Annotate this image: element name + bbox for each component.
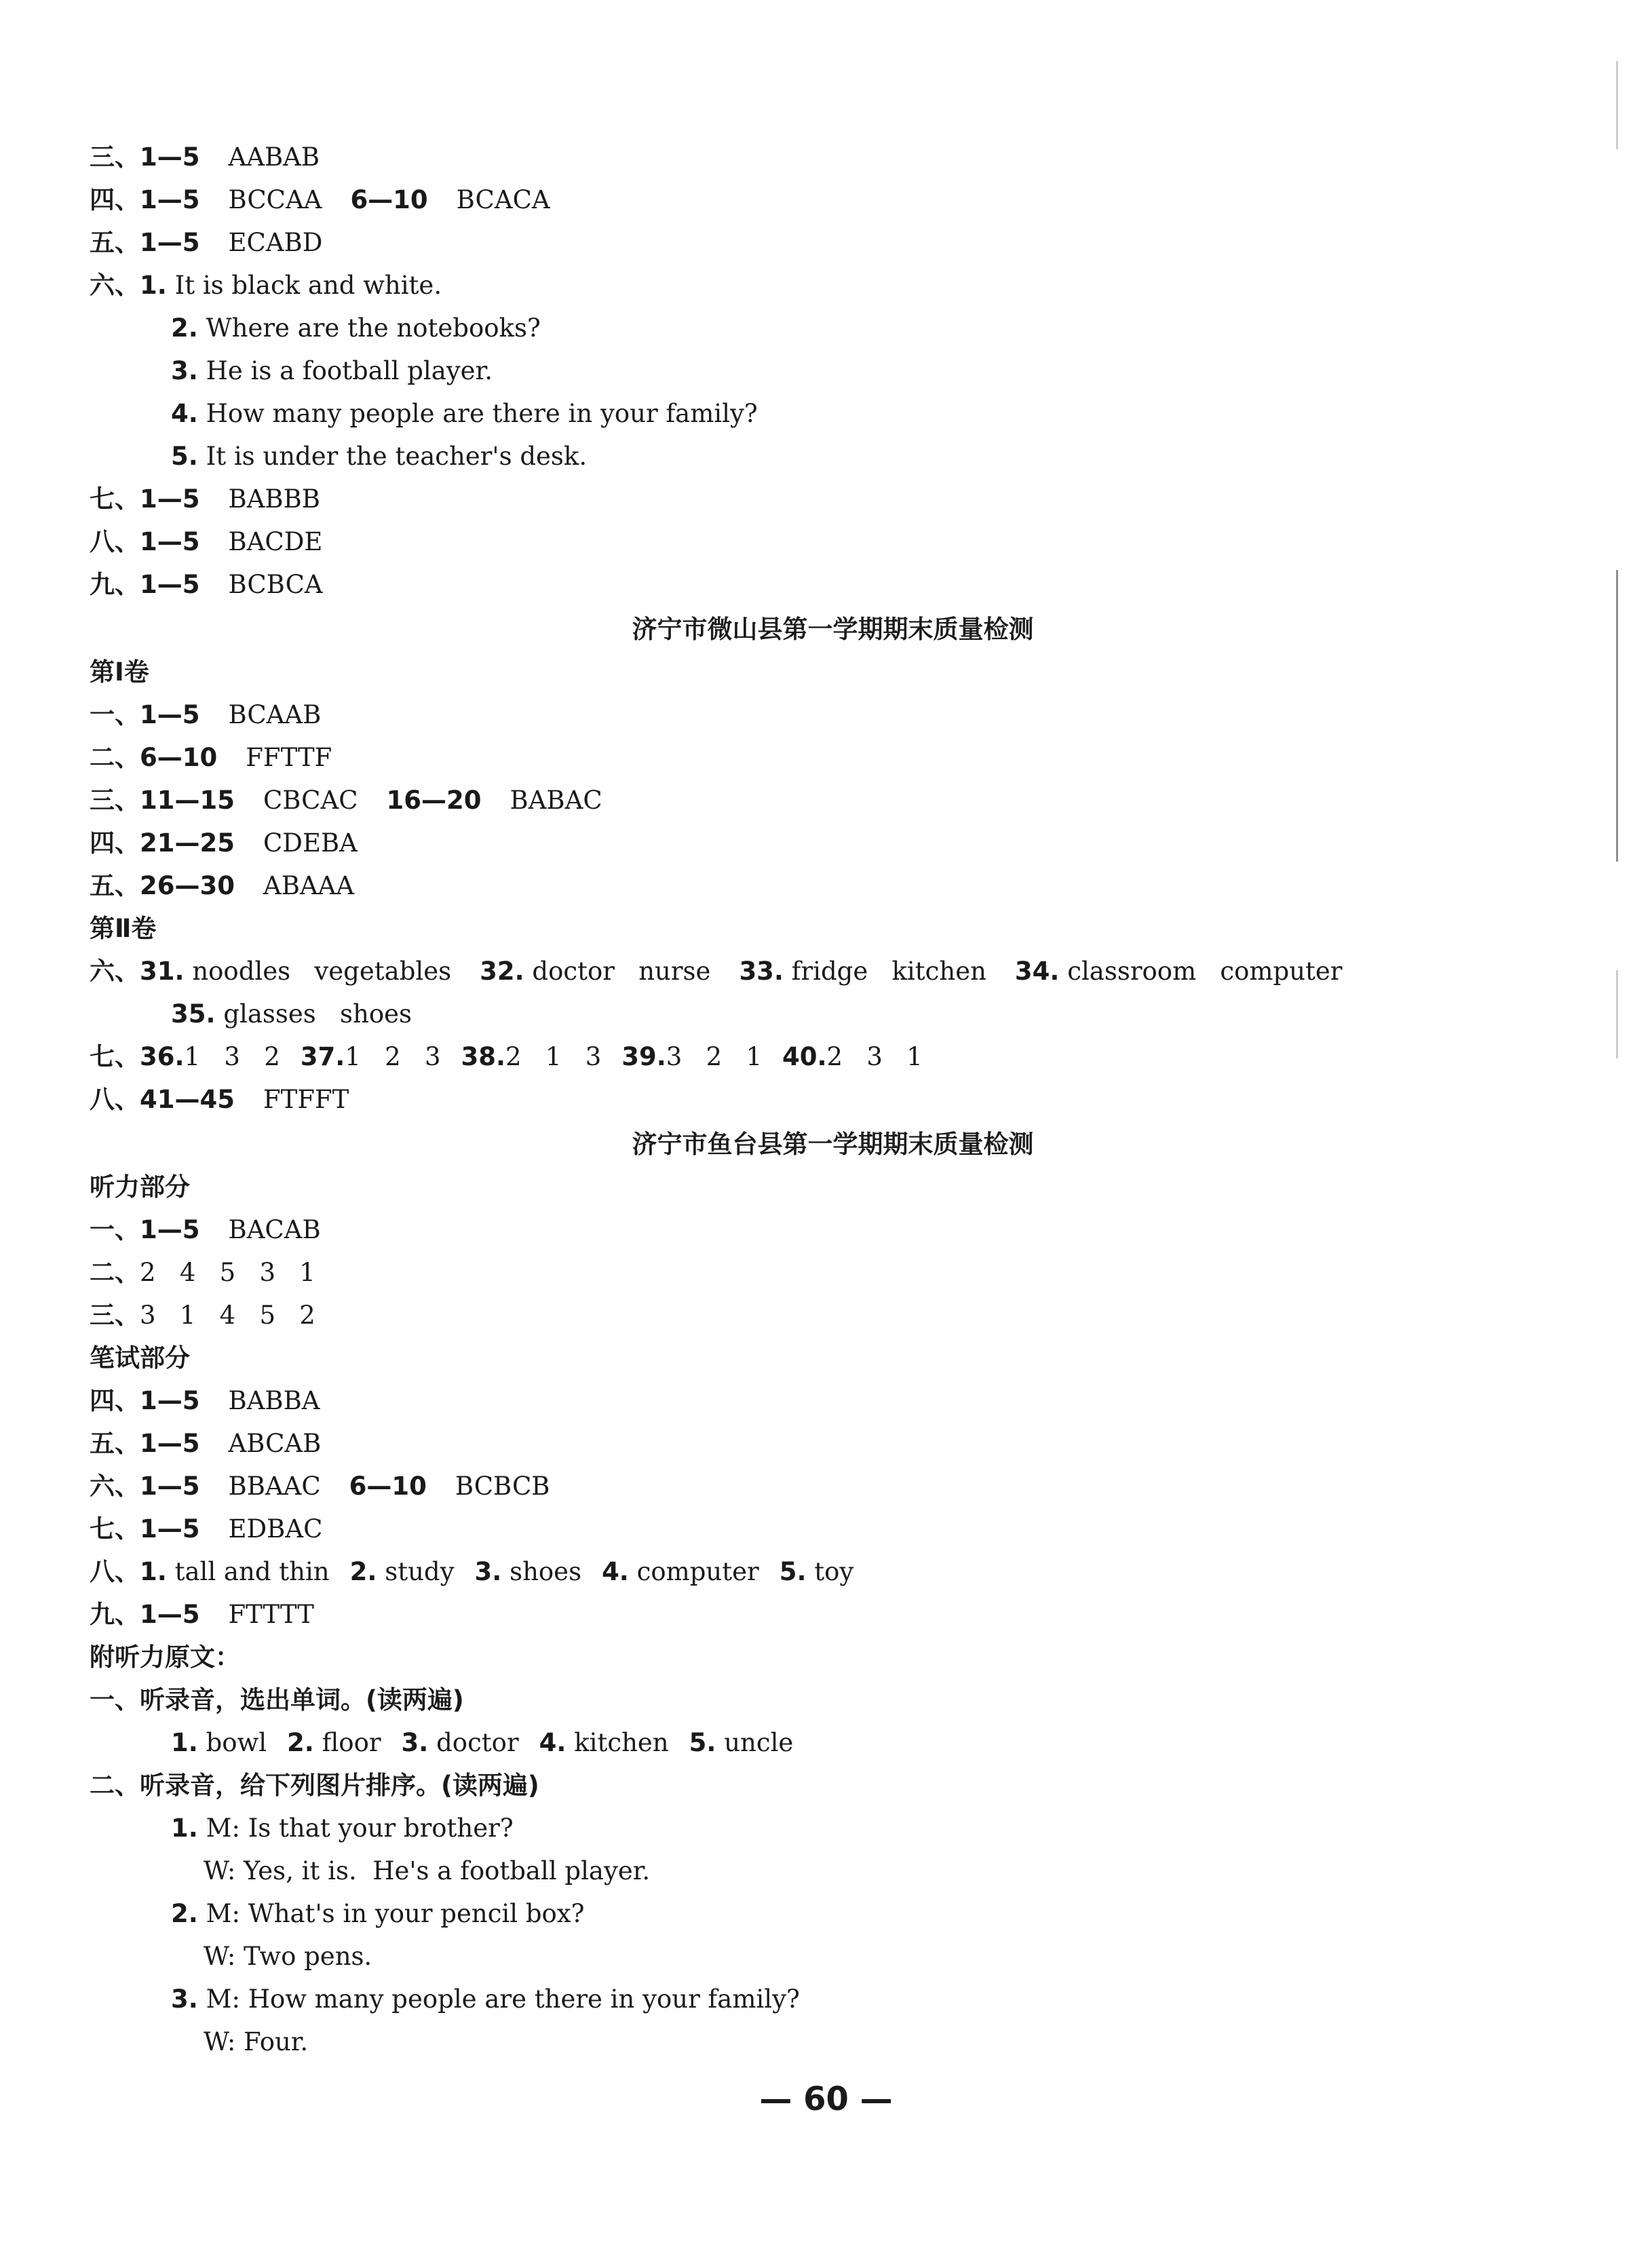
question-label: 二、 <box>90 1258 140 1287</box>
page-number-dash: — <box>759 2080 792 2118</box>
item-number: 1. <box>171 1814 198 1843</box>
answer-text: Where are the notebooks? <box>206 313 541 343</box>
item-number: 3. <box>401 1728 429 1757</box>
answer-text: It is under the teacher's desk. <box>206 442 588 471</box>
question-label: 三、11—15 <box>90 786 235 815</box>
answer-line <box>171 355 493 387</box>
answer-text: FTFFT <box>263 1085 349 1114</box>
dialogue-text: M: What's in your pencil box? <box>206 1899 585 1928</box>
answer-line <box>90 1470 550 1503</box>
answer-line <box>90 526 322 558</box>
answer-text: EDBAC <box>228 1514 323 1544</box>
dialogue-line <box>171 1812 514 1845</box>
scan-edge-mark <box>1616 61 1618 149</box>
answer-text: 1 3 2 <box>184 1042 280 1071</box>
answer-text: BACDE <box>228 527 323 556</box>
answer-text: 3 2 1 <box>666 1042 762 1071</box>
answer-line <box>90 1427 321 1460</box>
question-label: 七、1—5 <box>90 1514 200 1544</box>
answer-text: He is a football player. <box>206 356 493 385</box>
question-label: 九、1—5 <box>90 1600 200 1629</box>
answer-line <box>90 1084 349 1116</box>
question-label: 八、 <box>90 1557 140 1586</box>
item-number: 4. <box>602 1557 629 1586</box>
page-number-dash: — <box>860 2080 893 2118</box>
question-label: 6—10 <box>350 185 428 214</box>
dialogue-text: M: How many people are there in your family? <box>206 1985 800 2014</box>
answer-text: 2 4 5 3 1 <box>140 1258 315 1287</box>
answer-line <box>90 141 320 174</box>
answer-line <box>90 827 358 860</box>
scan-edge-mark <box>1616 570 1618 862</box>
item-number: 2. <box>171 313 198 343</box>
part-heading: 第Ⅱ卷 <box>90 914 157 943</box>
question-label: 六、1. <box>90 271 167 300</box>
answer-line <box>90 227 322 259</box>
question-label: 五、1—5 <box>90 228 200 257</box>
answer-line <box>90 569 323 601</box>
answer-text: 2 1 3 <box>505 1042 602 1071</box>
section-title: 济宁市鱼台县第一学期期末质量检测 <box>632 1130 1034 1159</box>
answer-text: FFTTF <box>246 743 332 772</box>
question-label: 四、1—5 <box>90 185 200 214</box>
item-number: 3. <box>474 1557 502 1586</box>
question-label: 五、26—30 <box>90 871 235 900</box>
answer-text: BBAAC <box>228 1472 321 1501</box>
answer-text: CBCAC <box>263 786 358 815</box>
answer-text: BACAB <box>228 1215 321 1244</box>
answer-line <box>90 784 602 817</box>
answer-text: fridge kitchen <box>791 957 986 986</box>
part-heading: 笔试部分 <box>90 1343 190 1373</box>
question-label: 四、1—5 <box>90 1386 200 1415</box>
question-label: 九、1—5 <box>90 570 200 599</box>
dialogue-line <box>204 2026 308 2058</box>
answer-text: FTTTT <box>228 1600 314 1629</box>
dialogue-text: W: Yes, it is. He's a football player. <box>204 1856 651 1885</box>
listening-question-title: 一、听录音，选出单词。(读两遍) <box>90 1685 464 1714</box>
question-label: 六、1—5 <box>90 1472 200 1501</box>
answer-text: uncle <box>724 1728 794 1757</box>
script-heading: 附听力原文： <box>90 1643 240 1672</box>
answer-line <box>90 483 320 516</box>
dialogue-line <box>204 1855 650 1887</box>
item-number: 2. <box>287 1728 314 1757</box>
answer-text: BABBB <box>228 484 320 514</box>
question-label: 6—10 <box>349 1472 427 1501</box>
item-number: 4. <box>171 399 198 428</box>
answer-line <box>171 398 758 430</box>
question-label: 七、 <box>90 1042 140 1071</box>
answer-line <box>90 870 354 902</box>
answer-text: study <box>385 1557 455 1586</box>
answer-line <box>171 1727 793 1759</box>
answer-text: floor <box>322 1728 381 1757</box>
answer-line <box>90 184 550 216</box>
item-number: 35. <box>171 999 216 1029</box>
answer-text: 3 1 4 5 2 <box>140 1301 315 1330</box>
answer-text: doctor nurse <box>532 957 711 986</box>
answer-text: bowl <box>206 1728 267 1757</box>
question-label: 七、1—5 <box>90 484 200 514</box>
answer-text: CDEBA <box>263 828 358 858</box>
question-label: 五、1—5 <box>90 1429 200 1458</box>
answer-line <box>90 1299 315 1332</box>
item-number: 39. <box>621 1042 666 1071</box>
answer-text: toy <box>814 1557 854 1586</box>
answer-text: ECABD <box>228 228 323 257</box>
item-number: 31. <box>140 957 185 986</box>
answer-text: ABCAB <box>228 1429 322 1458</box>
answer-line <box>90 742 332 774</box>
answer-text: BABAC <box>510 786 602 815</box>
answer-line <box>90 1598 314 1631</box>
question-label: 三、 <box>90 1301 140 1330</box>
answer-line <box>171 998 412 1031</box>
question-label: 三、1—5 <box>90 142 200 172</box>
page-number-value: 60 <box>803 2080 849 2118</box>
item-number: 40. <box>782 1042 827 1071</box>
answer-text: It is black and white. <box>174 271 442 300</box>
dialogue-line <box>171 1898 585 1930</box>
item-number: 1. <box>140 1557 167 1586</box>
answer-text: How many people are there in your family? <box>206 399 758 428</box>
answer-text: tall and thin <box>174 1557 330 1586</box>
answer-text: shoes <box>510 1557 582 1586</box>
part-heading: 第Ⅰ卷 <box>90 657 149 687</box>
question-label: 一、1—5 <box>90 1215 200 1244</box>
question-label: 八、1—5 <box>90 527 200 556</box>
answer-text: computer <box>636 1557 759 1586</box>
item-number: 5. <box>779 1557 807 1586</box>
answer-line <box>90 1385 320 1417</box>
listening-question-title: 二、听录音，给下列图片排序。(读两遍) <box>90 1771 539 1800</box>
answer-line <box>90 1556 853 1588</box>
answer-text: BABBA <box>228 1386 320 1415</box>
answer-text: AABAB <box>228 142 320 172</box>
answer-line <box>90 1513 322 1546</box>
answer-text: BCBCA <box>228 570 323 599</box>
item-number: 2. <box>171 1899 198 1928</box>
answer-line <box>171 312 541 345</box>
item-number: 36. <box>140 1042 185 1071</box>
answer-text: ABAAA <box>263 871 355 900</box>
dialogue-line <box>204 1940 372 1973</box>
answer-text: BCCAA <box>228 185 322 214</box>
item-number: 37. <box>300 1042 345 1071</box>
answer-line <box>171 440 587 473</box>
dialogue-text: W: Four. <box>204 2027 309 2056</box>
answer-line <box>90 1214 321 1246</box>
answer-text: BCBCB <box>455 1472 550 1501</box>
answer-text: glasses shoes <box>223 999 412 1029</box>
item-number: 1. <box>171 1728 198 1757</box>
question-label: 六、 <box>90 957 140 986</box>
question-label: 一、1—5 <box>90 700 200 729</box>
item-number: 32. <box>480 957 524 986</box>
answer-text: BCAAB <box>228 700 322 729</box>
page-number <box>0 2080 1652 2118</box>
item-number: 38. <box>461 1042 506 1071</box>
part-heading: 听力部分 <box>90 1172 190 1202</box>
item-number: 3. <box>171 356 198 385</box>
item-number: 5. <box>171 442 198 471</box>
item-number: 5. <box>689 1728 716 1757</box>
answer-text: noodles vegetables <box>192 957 452 986</box>
answer-line <box>90 269 442 302</box>
answer-text: doctor <box>436 1728 519 1757</box>
answer-text: 2 3 1 <box>826 1042 923 1071</box>
answer-line <box>90 699 321 731</box>
item-number: 4. <box>539 1728 566 1757</box>
answer-text: classroom computer <box>1067 957 1343 986</box>
dialogue-text: M: Is that your brother? <box>206 1814 514 1843</box>
question-label: 四、21—25 <box>90 828 235 858</box>
dialogue-text: W: Two pens. <box>204 1942 372 1971</box>
answer-line <box>90 1257 315 1289</box>
answer-line <box>90 1041 923 1073</box>
question-label: 16—20 <box>386 786 482 815</box>
dialogue-line <box>171 1983 800 2016</box>
question-label: 八、41—45 <box>90 1085 235 1114</box>
answer-text: kitchen <box>574 1728 669 1757</box>
question-label: 二、6—10 <box>90 743 218 772</box>
item-number: 3. <box>171 1985 198 2014</box>
answer-line <box>90 955 1342 988</box>
answer-text: 1 2 3 <box>345 1042 441 1071</box>
answer-text: BCACA <box>456 185 550 214</box>
item-number: 2. <box>349 1557 377 1586</box>
scan-edge-mark <box>1616 970 1618 1058</box>
section-title: 济宁市微山县第一学期期末质量检测 <box>632 615 1034 644</box>
item-number: 33. <box>739 957 784 986</box>
item-number: 34. <box>1014 957 1060 986</box>
